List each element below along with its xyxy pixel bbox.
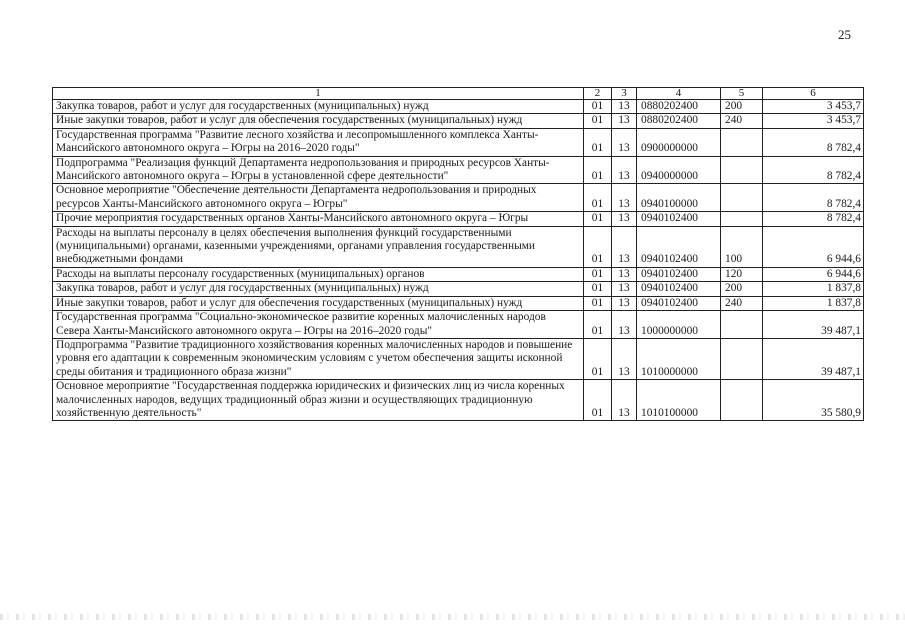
amount-cell: 8 782,4 (763, 128, 864, 156)
section-cell: 01 (584, 184, 612, 212)
expense-type-cell: 120 (721, 267, 763, 281)
amount-cell: 3 453,7 (763, 114, 864, 128)
row-name-cell: Иные закупки товаров, работ и услуг для обеспечения государственных (муниципальных) нужд (53, 296, 584, 310)
section-cell: 01 (584, 114, 612, 128)
row-name-cell: Подпрограмма "Реализация функций Департамента недропользования и природных ресурсов Ханты-Мансийского автономного округа – Югры в установленной сфере деятельности" (53, 156, 584, 184)
amount-cell: 35 580,9 (763, 380, 864, 421)
subsection-cell: 13 (612, 100, 637, 114)
expense-type-cell (721, 338, 763, 379)
amount-cell: 1 837,8 (763, 296, 864, 310)
column-header: 1 (53, 88, 584, 100)
expense-type-cell: 240 (721, 114, 763, 128)
column-header: 3 (612, 88, 637, 100)
section-cell: 01 (584, 282, 612, 296)
amount-cell: 6 944,6 (763, 267, 864, 281)
expense-type-cell (721, 380, 763, 421)
subsection-cell: 13 (612, 338, 637, 379)
table-row (53, 184, 864, 212)
section-cell: 01 (584, 156, 612, 184)
amount-cell: 8 782,4 (763, 212, 864, 226)
target-article-cell: 0940102400 (637, 226, 721, 267)
expense-type-cell: 100 (721, 226, 763, 267)
amount-cell: 1 837,8 (763, 282, 864, 296)
expense-type-cell: 240 (721, 296, 763, 310)
expense-type-cell (721, 311, 763, 339)
expense-type-cell (721, 128, 763, 156)
section-cell: 01 (584, 226, 612, 267)
target-article-cell: 0940100000 (637, 184, 721, 212)
target-article-cell: 0940102400 (637, 296, 721, 310)
amount-cell: 39 487,1 (763, 311, 864, 339)
target-article-cell: 1010100000 (637, 380, 721, 421)
column-header: 4 (637, 88, 721, 100)
subsection-cell: 13 (612, 380, 637, 421)
row-name-cell: Закупка товаров, работ и услуг для государственных (муниципальных) нужд (53, 282, 584, 296)
row-name-cell: Подпрограмма "Развитие традиционного хозяйствования коренных малочисленных народов и повышение уровня его адаптации к современным экономическим условиям с учетом обеспечения защиты исконной среды обитания и традиционного образа жизни" (53, 338, 584, 379)
section-cell: 01 (584, 311, 612, 339)
row-name-cell: Закупка товаров, работ и услуг для государственных (муниципальных) нужд (53, 100, 584, 114)
row-name-cell: Расходы на выплаты персоналу в целях обеспечения выполнения функций государственными (муниципальными) органами, казенными учреждениями, органами управления государственными внебюджетными фондами (53, 226, 584, 267)
row-name-cell: Государственная программа "Социально-экономическое развитие коренных малочисленных народов Севера Ханты-Мансийского автономного округа – Югры на 2016–2020 годы" (53, 311, 584, 339)
subsection-cell: 13 (612, 311, 637, 339)
section-cell: 01 (584, 267, 612, 281)
subsection-cell: 13 (612, 128, 637, 156)
table-row (53, 226, 864, 267)
table-row (53, 128, 864, 156)
section-cell: 01 (584, 100, 612, 114)
amount-cell: 39 487,1 (763, 338, 864, 379)
target-article-cell: 1000000000 (637, 311, 721, 339)
table-row (53, 212, 864, 226)
expense-type-cell: 200 (721, 282, 763, 296)
table-row (53, 296, 864, 310)
subsection-cell: 13 (612, 267, 637, 281)
amount-cell: 3 453,7 (763, 100, 864, 114)
table-row (53, 311, 864, 339)
subsection-cell: 13 (612, 296, 637, 310)
expense-type-cell (721, 184, 763, 212)
row-name-cell: Основное мероприятие "Государственная поддержка юридических и физических лиц из числа коренных малочисленных народов, ведущих традиционный образ жизни и осуществляющих традиционную хозяйственную деятельность" (53, 380, 584, 421)
subsection-cell: 13 (612, 212, 637, 226)
row-name-cell: Основное мероприятие "Обеспечение деятельности Департамента недропользования и природных ресурсов Ханты-Мансийского автономного округа – Югры" (53, 184, 584, 212)
table-row (53, 267, 864, 281)
row-name-cell: Иные закупки товаров, работ и услуг для обеспечения государственных (муниципальных) нужд (53, 114, 584, 128)
row-name-cell: Государственная программа "Развитие лесного хозяйства и лесопромышленного комплекса Ханты-Мансийского автономного округа – Югры на 2016–2020 годы" (53, 128, 584, 156)
target-article-cell: 0880202400 (637, 114, 721, 128)
subsection-cell: 13 (612, 226, 637, 267)
expense-type-cell (721, 212, 763, 226)
page-number: 25 (838, 27, 851, 42)
section-cell: 01 (584, 212, 612, 226)
section-cell: 01 (584, 128, 612, 156)
row-name-cell: Прочие мероприятия государственных органов Ханты-Мансийского автономного округа – Югры (53, 212, 584, 226)
target-article-cell: 0940102400 (637, 282, 721, 296)
table-header-row (53, 88, 864, 100)
expense-type-cell: 200 (721, 100, 763, 114)
table-row (53, 380, 864, 421)
scan-artifact-strip (0, 614, 905, 620)
table-row (53, 282, 864, 296)
table-row (53, 156, 864, 184)
amount-cell: 8 782,4 (763, 156, 864, 184)
subsection-cell: 13 (612, 282, 637, 296)
row-name-cell: Расходы на выплаты персоналу государственных (муниципальных) органов (53, 267, 584, 281)
table-row (53, 100, 864, 114)
target-article-cell: 0900000000 (637, 128, 721, 156)
table-row (53, 338, 864, 379)
section-cell: 01 (584, 338, 612, 379)
amount-cell: 8 782,4 (763, 184, 864, 212)
subsection-cell: 13 (612, 156, 637, 184)
expense-type-cell (721, 156, 763, 184)
subsection-cell: 13 (612, 114, 637, 128)
section-cell: 01 (584, 380, 612, 421)
column-header: 2 (584, 88, 612, 100)
column-header: 6 (763, 88, 864, 100)
amount-cell: 6 944,6 (763, 226, 864, 267)
subsection-cell: 13 (612, 184, 637, 212)
budget-table (52, 87, 864, 421)
target-article-cell: 0940000000 (637, 156, 721, 184)
target-article-cell: 0880202400 (637, 100, 721, 114)
table-row (53, 114, 864, 128)
section-cell: 01 (584, 296, 612, 310)
target-article-cell: 1010000000 (637, 338, 721, 379)
column-header: 5 (721, 88, 763, 100)
target-article-cell: 0940102400 (637, 267, 721, 281)
target-article-cell: 0940102400 (637, 212, 721, 226)
